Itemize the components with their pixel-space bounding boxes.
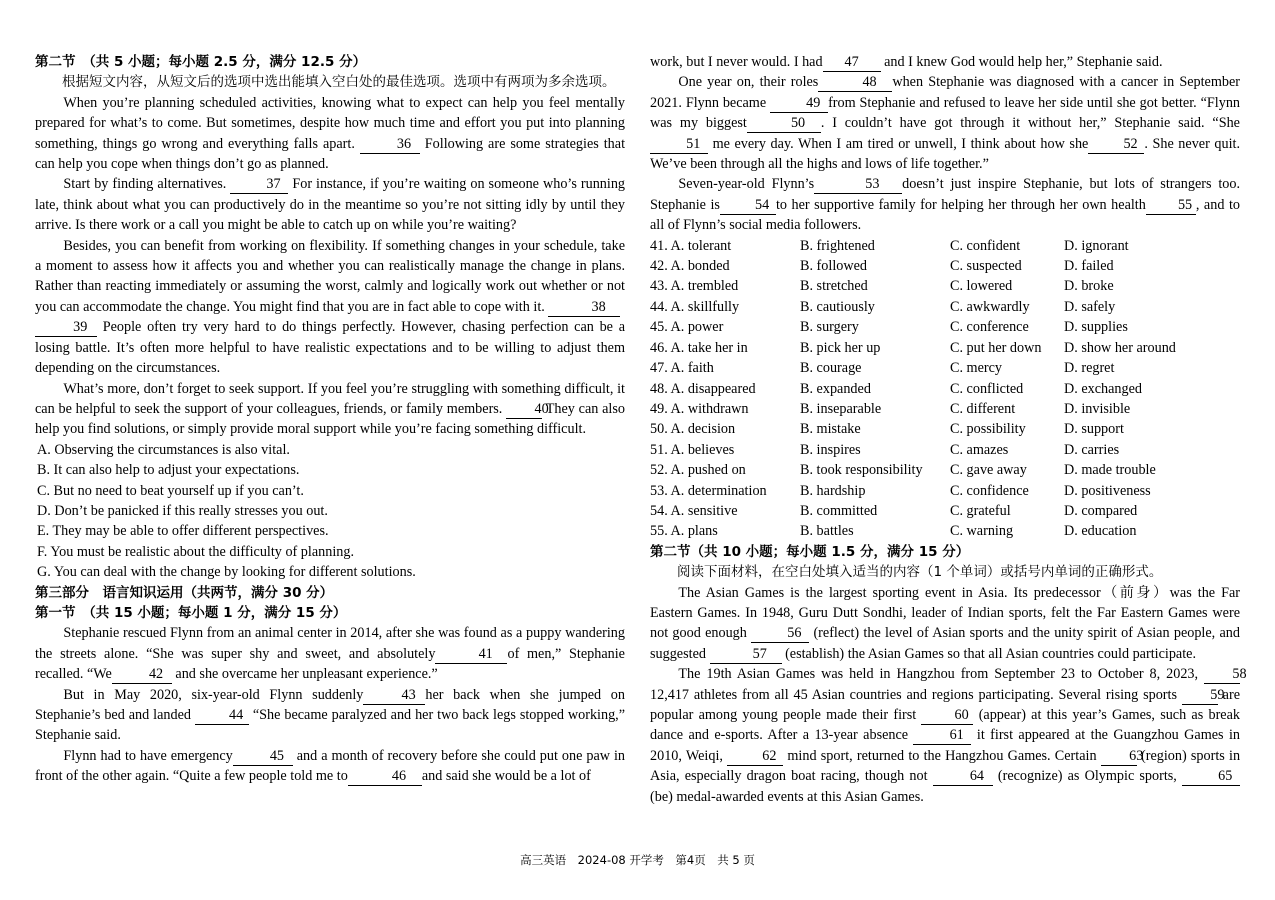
blank-50: 50 bbox=[747, 115, 821, 133]
blank-45: 45 bbox=[233, 748, 293, 766]
passage-paragraph-5: What’s more, don’t forget to seek support. If you feel you’re struggling with something difficult, it can be helpful to seek the support of your colleagues, friends, or family members. 40 They can also help you find solutions, or simply provide moral support while you’re facing something difficult. bbox=[35, 380, 625, 438]
choice-row-52: 52. A. pushed on B. took responsibility C. gave away D. made trouble bbox=[650, 462, 1156, 479]
option-e: E. They may be able to offer different perspectives. bbox=[37, 523, 329, 540]
blank-63: 63 bbox=[1101, 748, 1137, 766]
choice-row-49: 49. A. withdrawn B. inseparable C. different D. invisible bbox=[650, 400, 1131, 417]
cloze-paragraph-3-continued: work, but I never would. I had 47 and I knew God would help her,” Stephanie said. bbox=[650, 54, 1163, 70]
blank-58: 58 bbox=[1204, 666, 1240, 684]
option-b: B. It can also help to adjust your expectations. bbox=[37, 462, 300, 479]
choice-row-44: 44. A. skillfully B. cautiously C. awkwardly D. safely bbox=[650, 298, 1116, 315]
blank-53: 53 bbox=[814, 176, 902, 194]
blank-49: 49 bbox=[770, 95, 828, 113]
blank-40: 40 bbox=[506, 401, 542, 419]
blank-62: 62 bbox=[727, 748, 783, 766]
choice-row-43: 43. A. trembled B. stretched C. lowered D. broke bbox=[650, 278, 1114, 295]
cloze-paragraph-1: Stephanie rescued Flynn from an animal center in 2014, after she was found as a puppy wandering the streets alone. “She was super shy and sweet, and absolutely 41 of men,” Stephanie recalled. “We 42 and she overcame her unpleasant experience.” bbox=[35, 625, 625, 683]
grammar-paragraph-1: The Asian Games is the largest sporting event in Asia. Its predecessor（前身）was the Far Eastern Games. In 1948, Guru Dutt Sondhi, leader of Indian sports, felt the Far Eastern Games were not good enough 56 (reflect) the level of Asian sports and the unity spirit of Asian people, and suggested 57 (establish) the Asian Games so that all Asian countries could participate. bbox=[650, 584, 1240, 662]
blank-42: 42 bbox=[112, 666, 172, 684]
blank-56: 56 bbox=[751, 625, 809, 643]
blank-61: 61 bbox=[913, 727, 971, 745]
part3-section2-heading: 第二节（共 10 小题；每小题 1.5 分，满分 15 分） bbox=[650, 543, 970, 560]
passage-paragraph-2: Start by finding alternatives. 37 For instance, if you’re waiting on someone who’s running late, think about what you can productively do in the meantime so you’re not sitting idly by until they arrive. Is there work or a call you might be able to catch up on while you’re waiting? bbox=[35, 176, 626, 234]
choice-row-51: 51. A. believes B. inspires C. amazes D. carries bbox=[650, 441, 1120, 458]
cloze-paragraph-4: One year on, their roles 48 when Stephanie was diagnosed with a cancer in September 2021. Flynn became 49 from Stephanie and refused to leave her side until she got better. “Flynn was my biggest 50 . I couldn’t have got through it without her,” Stephanie said. “She51 me every day. When I am tired or unwell, I think about how she 52 . She never quit. We’ve been through all the highs and lows of life together.” bbox=[650, 74, 1241, 173]
option-c: C. But no need to beat yourself up if you can’t. bbox=[37, 482, 304, 499]
cloze-paragraph-3: Flynn had to have emergency 45 and a month of recovery before she could put one paw in front of the other again. “Quite a few people told me to 46 and said she would be a lot of bbox=[35, 747, 626, 785]
section2-instructions: 根据短文内容，从短文后的选项中选出能填入空白处的最佳选项。选项中有两项为多余选项。 bbox=[62, 74, 616, 91]
choice-row-42: 42. A. bonded B. followed C. suspected D. failed bbox=[650, 258, 1114, 275]
blank-48: 48 bbox=[818, 74, 892, 92]
blank-59: 59 bbox=[1182, 687, 1218, 705]
part3-section2-instructions: 阅读下面材料，在空白处填入适当的内容（1 个单词）或括号内单词的正确形式。 bbox=[677, 564, 1163, 581]
option-d: D. Don’t be panicked if this really stresses you out. bbox=[37, 502, 328, 519]
page-footer: 高三英语 2024-08 开学考 第4页 共 5 页 bbox=[520, 853, 755, 867]
option-g: G. You can deal with the change by looking for different solutions. bbox=[37, 564, 416, 581]
option-list bbox=[35, 440, 625, 583]
part3-section1-heading: 第一节 （共 15 小题；每小题 1 分，满分 15 分） bbox=[35, 604, 347, 621]
grammar-paragraph-2: The 19th Asian Games was held in Hangzhou from September 23 to October 8, 2023, 58 12,417 athletes from all 45 Asian countries and regions participating. Several rising sports 59 are popular among young people made their first 60 (appear) at this year’s Games, such as break dance and e-sports. After a 13-year absence 61 it first appeared at the Guangzhou Games in 2010, Weiqi, 62 mind sport, returned to the Hangzhou Games. Certain 63 (region) sports in Asia, especially dragon boat racing, though not 64 (recognize) as Olympic sports, 65 (be) medal-awarded events at this Asian Games. bbox=[650, 666, 1247, 805]
cloze-paragraph-5: Seven-year-old Flynn’s 53 doesn’t just inspire Stephanie, but lots of strangers too. Stephanie is 54 to her supportive family for helping her through her own health 55 , and to all of Flynn’s social media followers. bbox=[650, 176, 1240, 234]
blank-38: 38 bbox=[548, 299, 620, 317]
section2-heading: 第二节 （共 5 小题；每小题 2.5 分，满分 12.5 分） bbox=[35, 54, 367, 70]
blank-39: 39 bbox=[35, 319, 97, 337]
choice-row-55: 55. A. plans B. battles C. warning D. education bbox=[650, 523, 1137, 540]
choice-row-47: 47. A. faith B. courage C. mercy D. regret bbox=[650, 360, 1115, 377]
choice-row-54: 54. A. sensitive B. committed C. grateful D. compared bbox=[650, 502, 1138, 519]
blank-36: 36 bbox=[360, 136, 420, 154]
blank-37: 37 bbox=[230, 176, 288, 194]
choice-row-46: 46. A. take her in B. pick her up C. put her down D. show her around bbox=[650, 339, 1176, 356]
blank-46: 46 bbox=[348, 768, 422, 786]
blank-65: 65 bbox=[1182, 768, 1240, 786]
right-column bbox=[650, 52, 1247, 807]
choice-row-48: 48. A. disappeared B. expanded C. conflicted D. exchanged bbox=[650, 380, 1142, 397]
option-a: A. Observing the circumstances is also vital. bbox=[37, 441, 290, 458]
choice-row-53: 53. A. determination B. hardship C. confidence D. positiveness bbox=[650, 482, 1151, 499]
blank-41: 41 bbox=[435, 646, 507, 664]
choice-row-41: 41. A. tolerant B. frightened C. confident D. ignorant bbox=[650, 237, 1129, 254]
answer-choices-table bbox=[650, 236, 1240, 542]
blank-64: 64 bbox=[933, 768, 993, 786]
blank-55: 55 bbox=[1146, 197, 1196, 215]
cloze-paragraph-2: But in May 2020, six-year-old Flynn suddenly 43 her back when she jumped on Stephanie’s bed and landed 44 “She became paralyzed and her two back legs stopped working,” Stephanie said. bbox=[35, 686, 626, 744]
blank-43: 43 bbox=[363, 687, 425, 705]
blank-47: 47 bbox=[823, 54, 881, 72]
passage-paragraph-3: Besides, you can benefit from working on flexibility. If something changes in your schedule, take a moment to assess how it affects you and whether you can realistically manage the change in plans. Rather than reacting immediately or assuming the worst, calmly and logically work out whether or not you can accommodate the change. You might find that you are in fact able to cope with it. 38 bbox=[35, 237, 625, 315]
blank-54: 54 bbox=[720, 197, 776, 215]
blank-52: 52 bbox=[1088, 136, 1144, 154]
blank-57: 57 bbox=[710, 646, 782, 664]
part3-heading: 第三部分 语言知识运用（共两节，满分 30 分） bbox=[35, 584, 334, 601]
passage-paragraph-4: 39 People often try very hard to do things perfectly. However, chasing perfection can be a losing battle. It’s often more helpful to have realistic expectations and to be willing to adjust them depending on the circumstances. bbox=[35, 319, 625, 377]
option-f: F. You must be realistic about the difficulty of planning. bbox=[37, 543, 354, 560]
blank-51: 51 bbox=[650, 136, 708, 154]
blank-44: 44 bbox=[195, 707, 249, 725]
choice-row-45: 45. A. power B. surgery C. conference D. supplies bbox=[650, 319, 1128, 336]
left-column bbox=[35, 52, 625, 787]
blank-60: 60 bbox=[921, 707, 973, 725]
passage-paragraph-1: When you’re planning scheduled activities, knowing what to expect can help you feel mentally prepared for what’s to come. But sometimes, despite how much time and effort you put into planning something, things go wrong and everything falls apart. 36 Following are some strategies that can help you cope when things don’t go as planned. bbox=[35, 94, 626, 173]
choice-row-50: 50. A. decision B. mistake C. possibility D. support bbox=[650, 421, 1124, 438]
